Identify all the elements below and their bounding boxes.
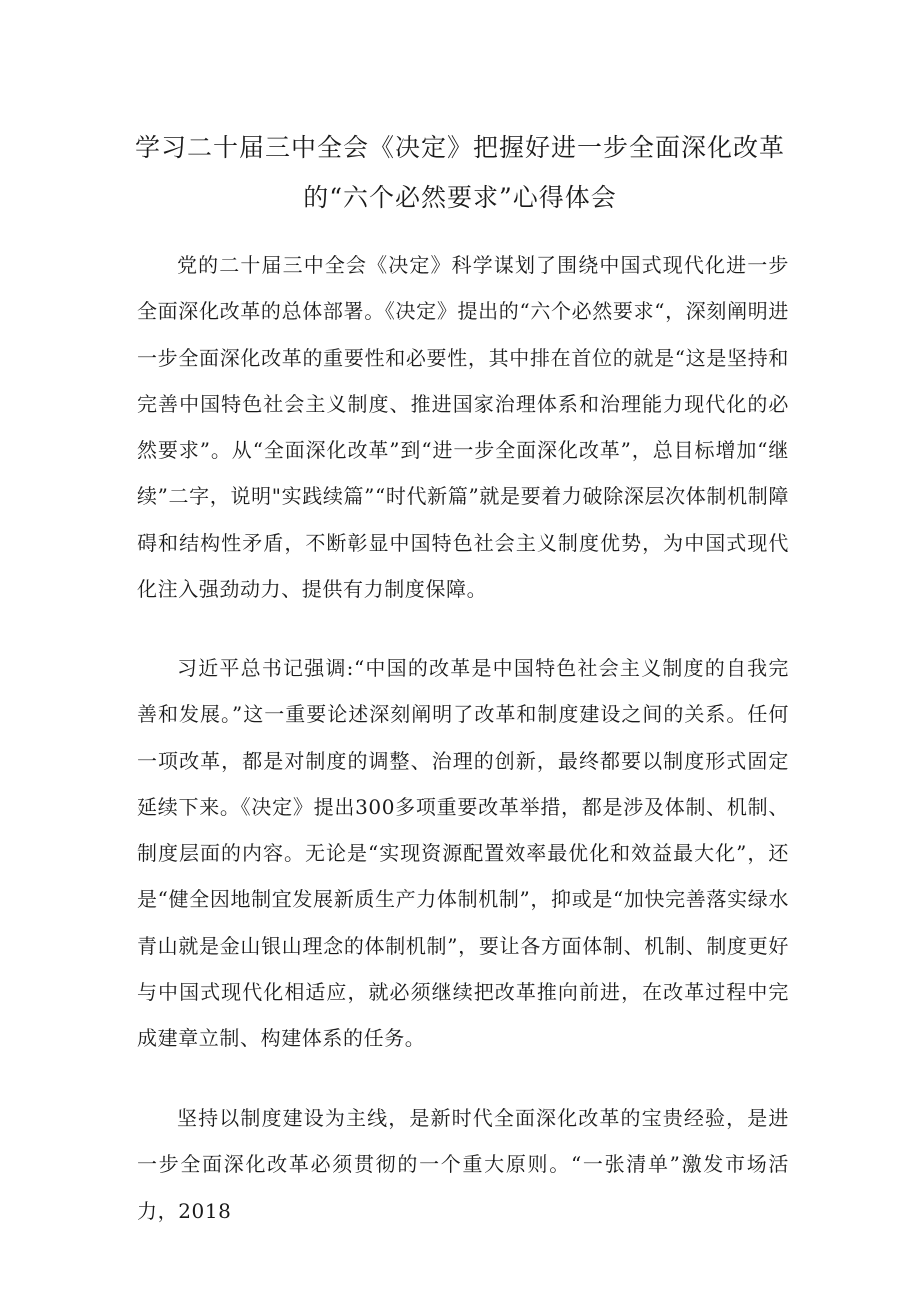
paragraph-1: 党的二十届三中全会《决定》科学谋划了围绕中国式现代化进一步全面深化改革的总体部署。《决定》提出的“六个必然要求“，深刻阐明进一步全面深化改革的重要性和必要性，其中排在首位的就是“这是坚持和完善中国特色社会主义制度、推进国家治理体系和治理能力现代化的必然要求”。从“全面深化改革”到“进一步全面深化改革”，总目标增加“继续”二字，说明"实践续篇”“时代新篇”就是要着力破除深层次体制机制障碍和结构性矛盾，不断彰显中国特色社会主义制度优势，为中国式现代化注入强劲动力、提供有力制度保障。 <box>137 253 789 602</box>
title-line-1: 学习二十届三中全会《决定》把握好进一步全面深化改革 <box>134 133 785 162</box>
document-title <box>130 123 790 223</box>
paragraph-2: 习近平总书记强调:“中国的改革是中国特色社会主义制度的自我完善和发展。”这一重要论述深刻阐明了改革和制度建设之间的关系。任何一项改革，都是对制度的调整、治理的创新，最终都要以制度形式固定延续下来。《决定》提出300多项重要改革举措，都是涉及体制、机制、制度层面的内容。无论是“实现资源配置效率最优化和效益最大化”，还是“健全因地制宜发展新质生产力体制机制”，抑或是“加快完善落实绿水青山就是金山银山理念的体制机制”，要让各方面体制、机制、制度更好与中国式现代化相适应，就必须继续把改革推向前进，在改革过程中完成建章立制、构建体系的任务。 <box>137 656 789 1051</box>
title-line-2: 的“六个必然要求”心得体会 <box>303 183 617 212</box>
paragraph-3: 坚持以制度建设为主线，是新时代全面深化改革的宝贵经验，是进一步全面深化改革必须贯彻的一个重大原则。“一张清单”激发市场活力，2018 <box>137 1106 789 1223</box>
